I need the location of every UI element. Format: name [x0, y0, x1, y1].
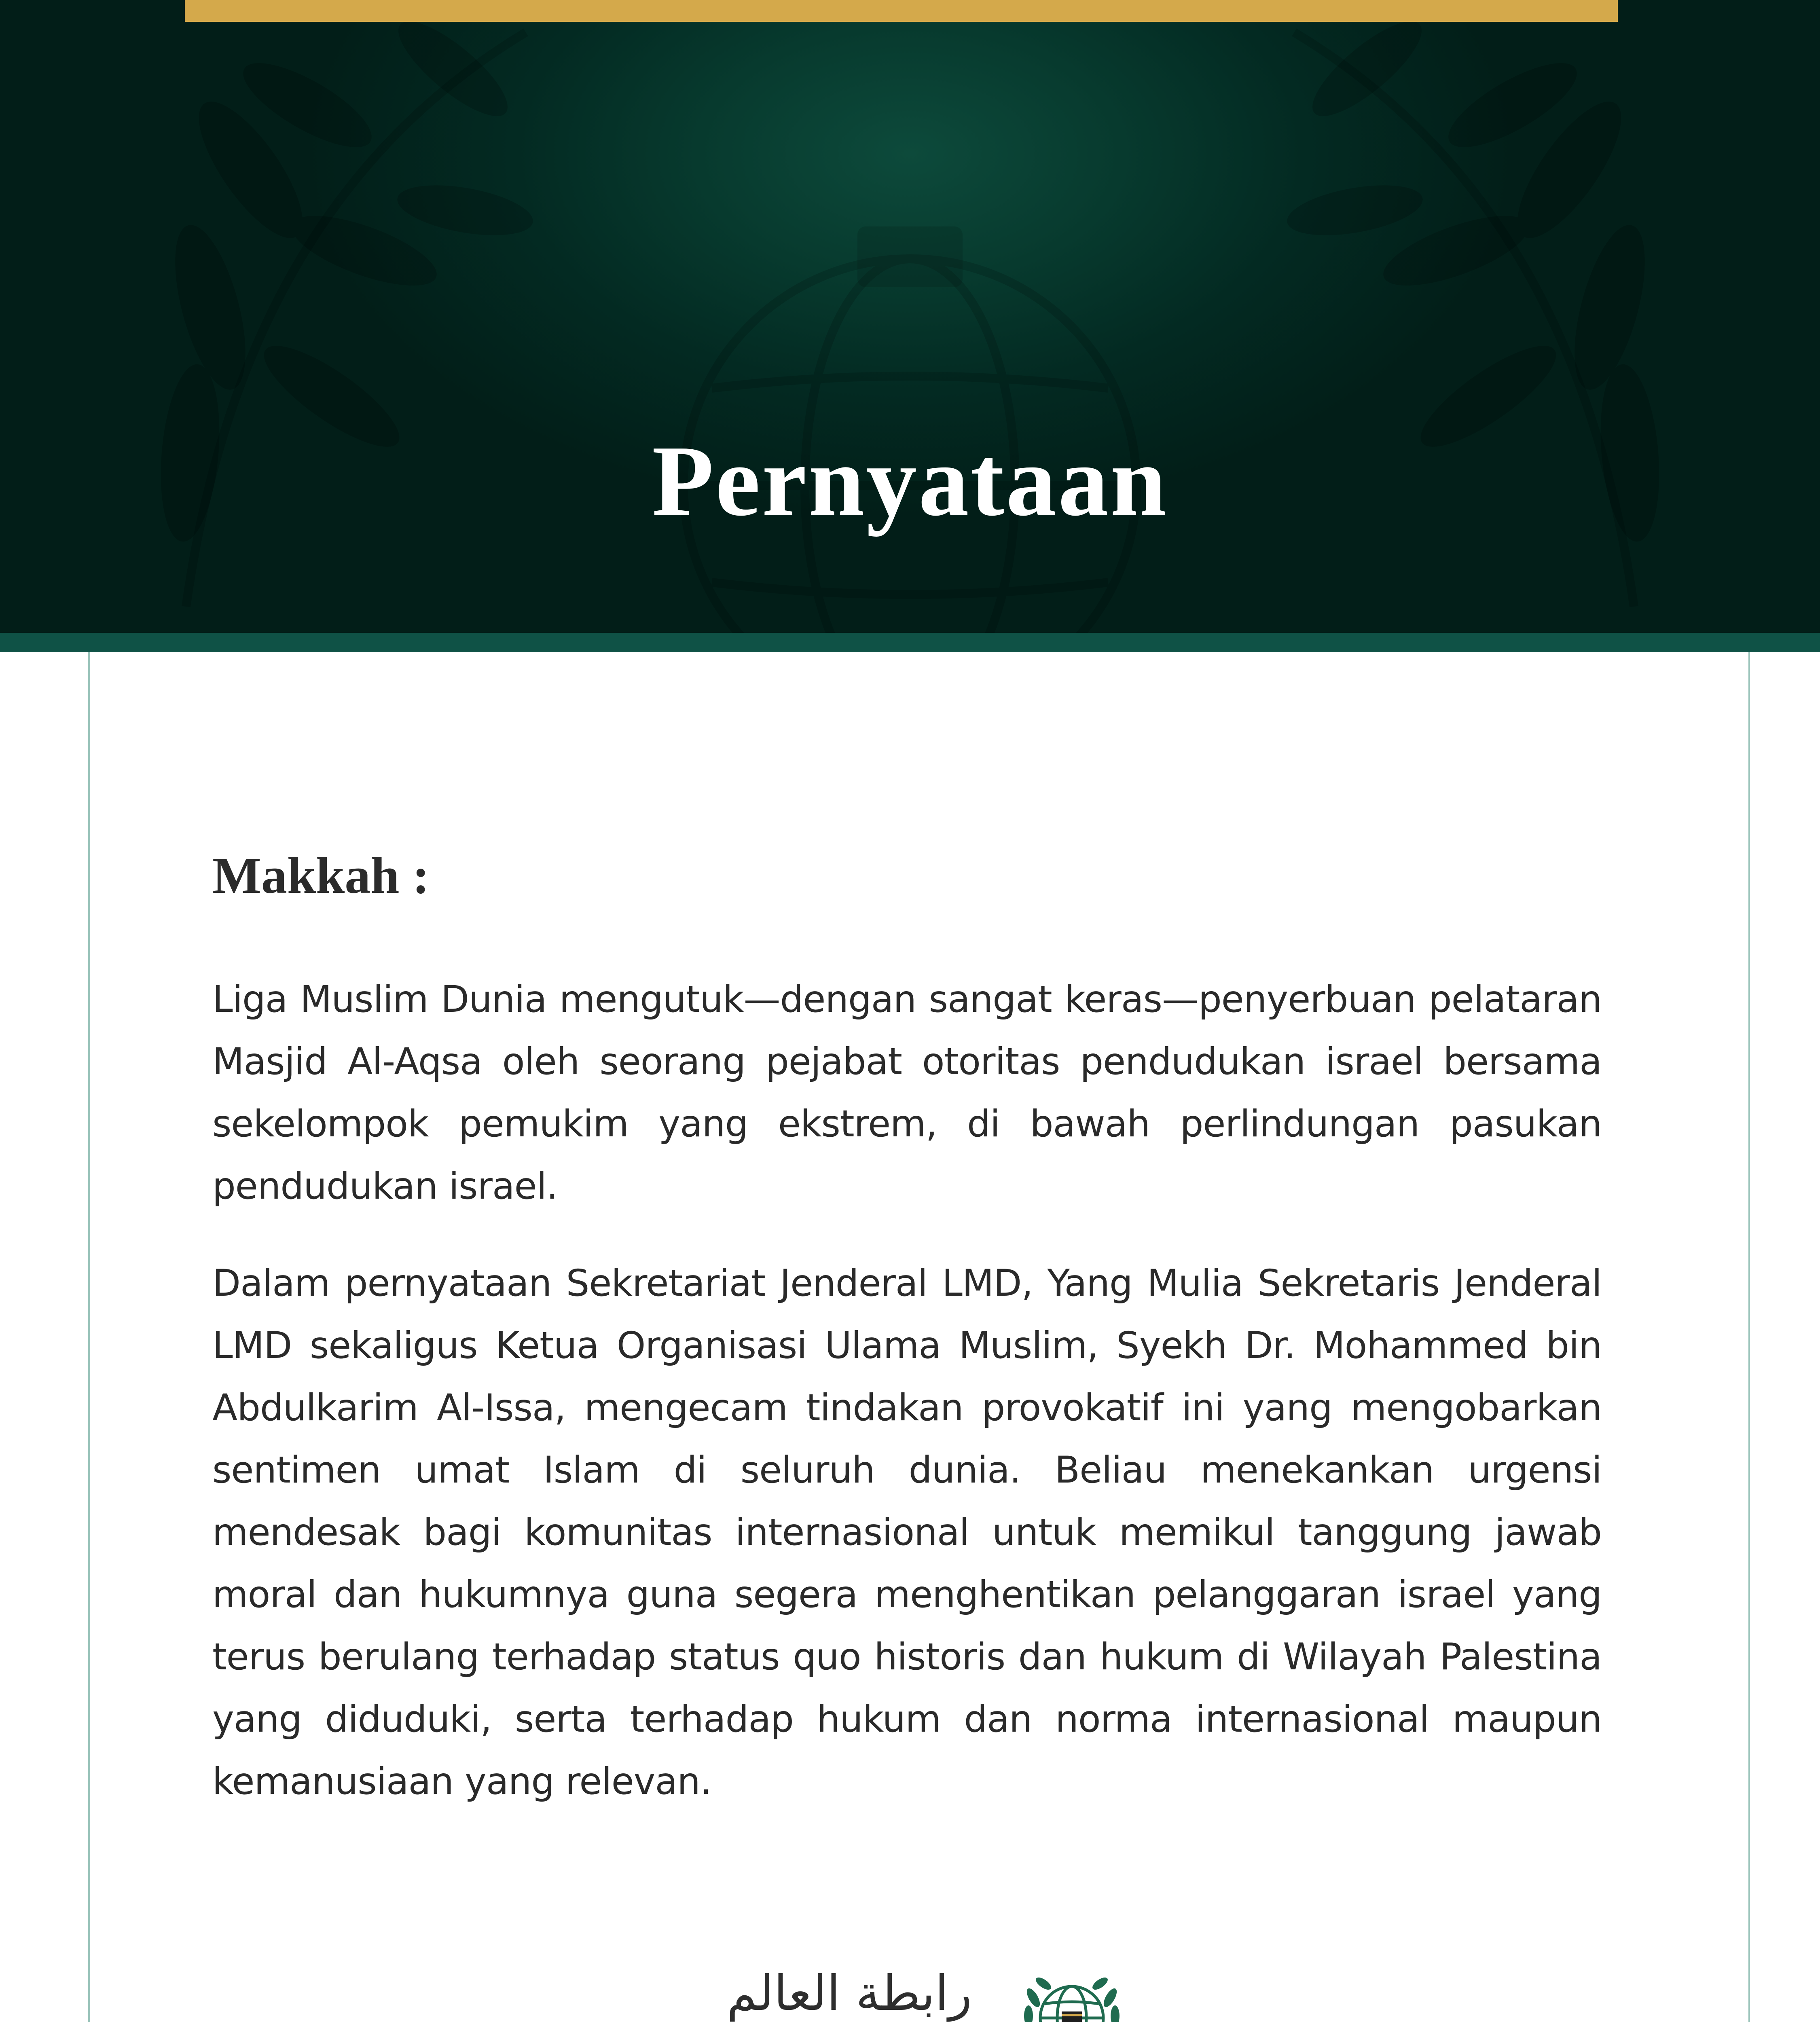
statement-paragraph-2: Dalam pernyataan Sekretariat Jenderal LMD, Yang Mulia Sekretaris Jenderal LMD sekaligus Ketua Organisasi Ulama Muslim, Syekh Dr. Mohammed bin Abdulkarim Al-Issa, mengecam tindakan provokatif ini yang mengobarkan sentimen umat Islam di seluruh dunia. Beliau menekankan urgensi mendesak bagi komunitas internasional untuk memikul tanggung jawab moral dan hukumnya guna segera menghentikan pelanggaran israel yang terus berulang terhadap status quo historis dan hukum di Wilayah Palestina yang diduduki, serta terhadap hukum dan norma internasional maupun kemanusiaan yang relevan.	[212, 1262, 1602, 1803]
header-divider-strip	[0, 633, 1820, 652]
statement-body	[212, 969, 1602, 1848]
globe-wreath-icon	[1017, 1961, 1126, 2022]
gold-top-bar	[185, 0, 1618, 22]
statement-paragraph-1: Liga Muslim Dunia mengutuk—dengan sangat keras—penyerbuan pelataran Masjid Al-Aqsa oleh seorang pejabat otoritas pendudukan israel bersama sekelompok pemukim yang ekstrem, di bawah perlindungan pasukan pendudukan israel.	[212, 978, 1602, 1208]
content-frame-right-line	[1748, 652, 1750, 2022]
content-frame-left-line	[88, 652, 90, 2022]
dateline: Makkah :	[212, 847, 430, 904]
muslim-world-league-logo	[688, 1949, 1132, 2022]
page-title: Pernyataan	[652, 425, 1168, 537]
logo-arabic-wordmark: رابطة العالم	[726, 1965, 972, 2022]
header-banner	[0, 0, 1820, 633]
